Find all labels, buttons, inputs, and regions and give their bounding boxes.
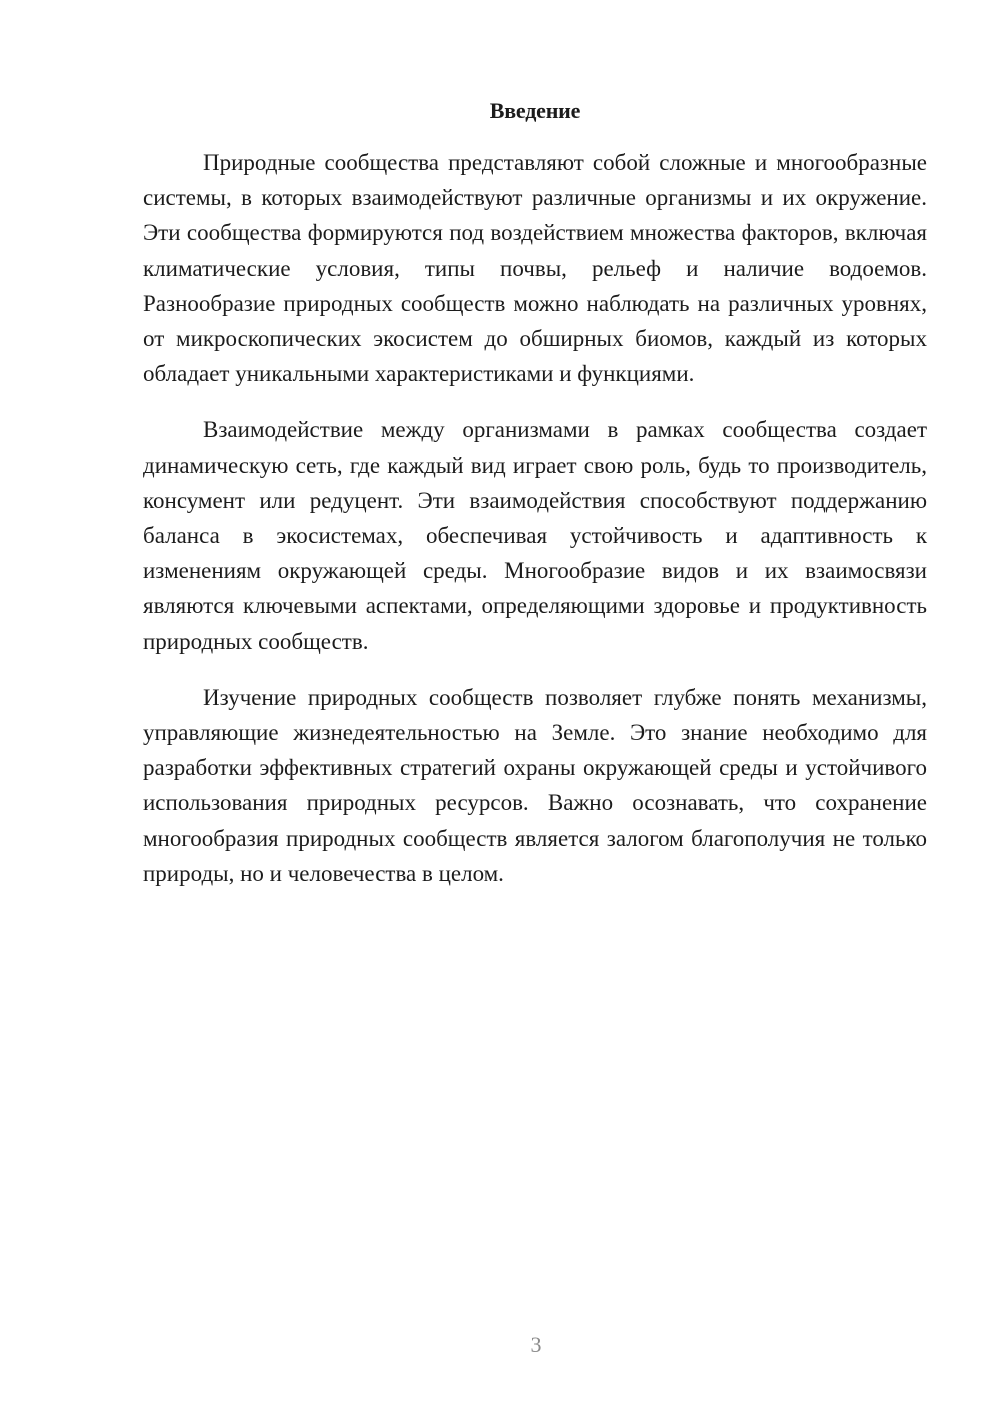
paragraph-3: Изучение природных сообществ позволяет глубже понять механизмы, управляющие жизнедеятельностью на Земле. Это знание необходимо для разработки эффективных стратегий охраны окружающей среды и устойчивого использования природных ресурсов. Важно осознавать, что сохранение многообразия природных сообществ является залогом благополучия не только природы, но и человечества в целом. (143, 684, 927, 886)
paragraph-1: Природные сообщества представляют собой сложные и многообразные системы, в которых взаимодействуют различные организмы и их окружение. Эти сообщества формируются под воздействием множества факторов, включая климатические условия, типы почвы, рельеф и наличие водоемов. Разнообразие природных сообществ можно наблюдать на различных уровнях, от микроскопических экосистем до обширных биомов, каждый из которых обладает уникальными характеристиками и функциями. (143, 150, 927, 387)
section-title: Введение (489, 98, 581, 123)
page-number: 3 (530, 1332, 542, 1357)
page-content (143, 96, 927, 912)
paragraph-2: Взаимодействие между организмами в рамках сообщества создает динамическую сеть, где каждый вид играет свою роль, будь то производитель, консумент или редуцент. Эти взаимодействия способствуют поддержанию баланса в экосистемах, обеспечивая устойчивость и адаптивность к изменениям окружающей среды. Многообразие видов и их взаимосвязи являются ключевыми аспектами, определяющими здоровье и продуктивность природных сообществ. (143, 417, 927, 654)
